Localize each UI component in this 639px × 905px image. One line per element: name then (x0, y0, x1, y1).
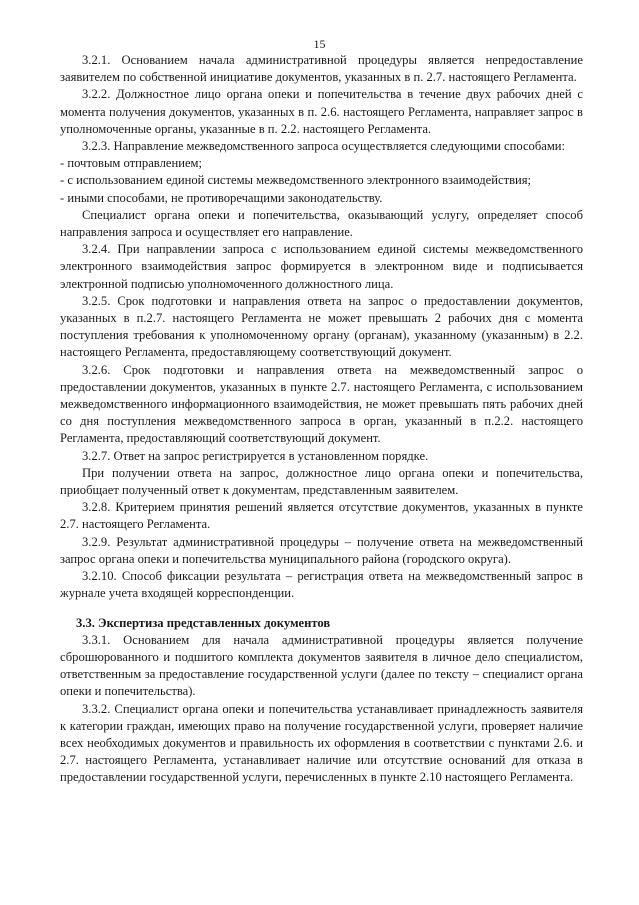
paragraph-response: При получении ответа на запрос, должностное лицо органа опеки и попечительства, приобщает полученный ответ к документам, представленным заявителем. (60, 465, 583, 498)
paragraph-specialist: Специалист органа опеки и попечительства, оказывающий услугу, определяет способ направления запроса и осуществляет его направление. (60, 207, 583, 240)
page-number: 15 (313, 37, 326, 51)
paragraph-3-2-10: 3.2.10. Способ фиксации результата – регистрация ответа на межведомственный запрос в журнале учета входящей корреспонденции. (60, 569, 583, 601)
paragraph-3-2-4: 3.2.4. При направлении запроса с использованием единой системы межведомственного электронного взаимодействия запрос формируется в электронном виде и подписывается электронной подписью уполномоченного должностного лица. (60, 242, 583, 291)
paragraph-3-3-2: 3.3.2. Специалист органа опеки и попечительства устанавливает принадлежность заявителя к категории граждан, имеющих право на получение государственной услуги, проверяет наличие всех необходимых документов и правильность их оформления в соответствии с пунктами 2.6. и 2.7. настоящего Регламента, устанавливает наличие или отсутствие оснований для отказа в предоставлении государственной услуги, перечисленных в пункте 2.10 настоящего Регламента. (60, 701, 583, 785)
paragraph-3-2-2: 3.2.2. Должностное лицо органа опеки и попечительства в течение двух рабочих дней с момента получения документов, указанных в п. 2.6. настоящего Регламента, направляет запрос в уполномоченные органы, указанные в п. 2.2. настоящего Регламента. (60, 87, 583, 136)
document-body (60, 52, 583, 787)
paragraph-3-3-1: 3.3.1. Основанием для начала административной процедуры является получение сброшюрованного и подшитого комплекта документов заявителя в личное дело специалистом, ответственным за предоставление государственной услуги (далее по тексту – специалист органа опеки и попечительства). (60, 632, 583, 699)
list-item-mail: - почтовым отправлением; (60, 156, 202, 171)
paragraph-3-2-1: 3.2.1. Основанием начала административной процедуры является непредоставление заявителем по собственной инициативе документов, указанных в п. 2.7. настоящего Регламента. (60, 53, 583, 85)
paragraph-3-2-9: 3.2.9. Результат административной процедуры – получение ответа на межведомственный запрос органа опеки и попечительства муниципального района (городского округа). (60, 534, 583, 566)
paragraph-3-2-3: 3.2.3. Направление межведомственного запроса осуществляется следующими способами: (82, 139, 566, 154)
list-item-electronic: - с использованием единой системы межведомственного электронного взаимодействия; (60, 173, 532, 188)
paragraph-3-2-7: 3.2.7. Ответ на запрос регистрируется в установленном порядке. (82, 448, 429, 463)
list-item-other: - иными способами, не противоречащими законодательству. (60, 190, 383, 205)
paragraph-3-2-5: 3.2.5. Срок подготовки и направления ответа на запрос о предоставлении документов, указанных в п.2.7. настоящего Регламента не может превышать 2 рабочих дня с момента поступления требования к уполномоченному органу (органам), указанному (указанным) в 2.2. настоящего Регламента, предоставляющему соответствующий документ. (60, 293, 583, 360)
paragraph-3-2-8: 3.2.8. Критерием принятия решений является отсутствие документов, указанных в пункте 2.7. настоящего Регламента. (60, 500, 583, 532)
paragraph-3-2-6: 3.2.6. Срок подготовки и направления ответа на межведомственный запрос о предоставлении документов, указанных в пункте 2.7. настоящего Регламента, с использованием межведомственного информационного взаимодействия, не может превышать пять рабочих дней со дня поступления межведомственного запроса в орган, указанный в п.2.2. настоящего Регламента, предоставляющий соответствующий документ. (60, 362, 583, 446)
section-heading: 3.3. Экспертиза представленных документов (76, 615, 331, 630)
